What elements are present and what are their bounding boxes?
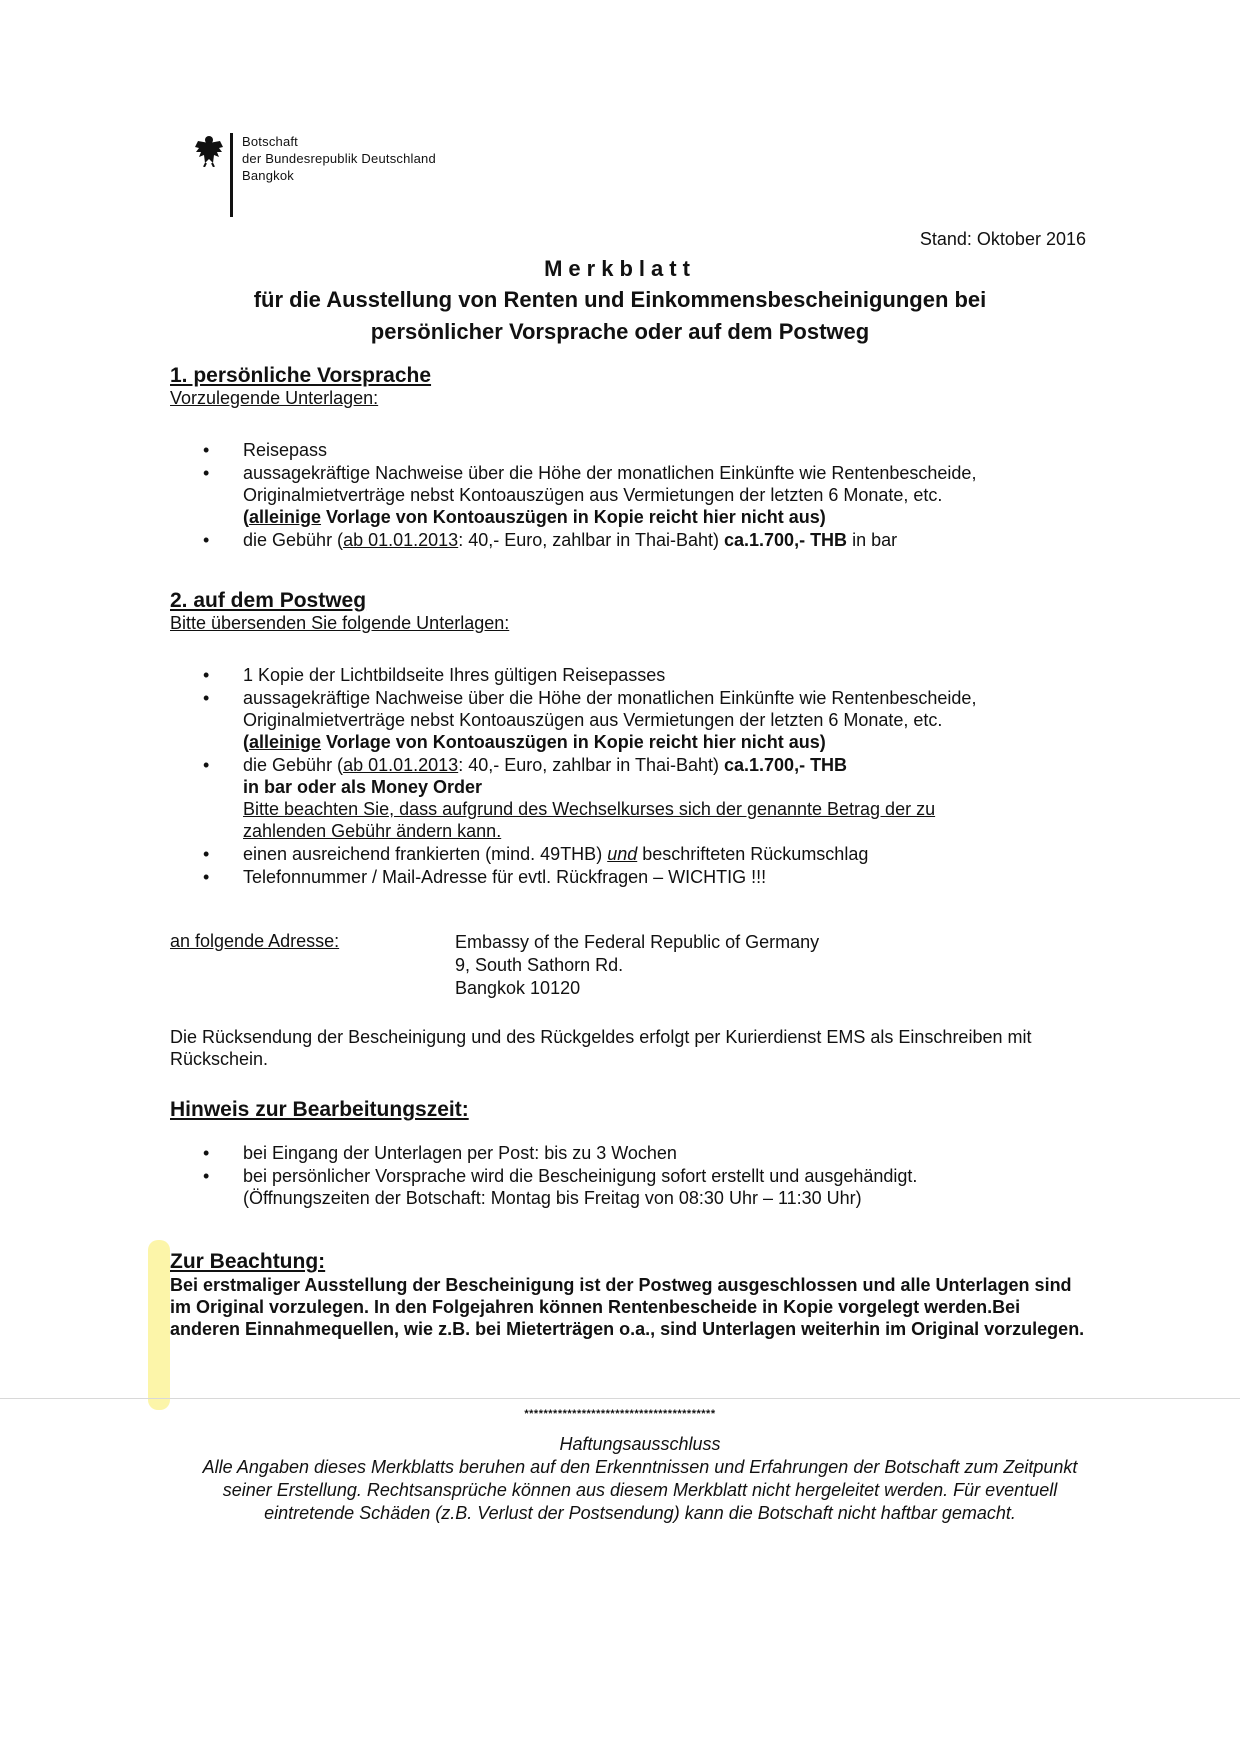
item-text: beschrifteten Rückumschlag: [637, 844, 869, 864]
section-personal: [170, 364, 1090, 552]
item-text: die Gebühr (: [243, 530, 344, 550]
list-item: [170, 1142, 1090, 1164]
section-heading: 1. persönliche Vorsprache: [170, 364, 432, 387]
address-lines: [455, 931, 819, 1000]
section-processing: [170, 1098, 1090, 1210]
letterhead-text: [242, 133, 436, 184]
item-text: Vorlage von Kontoauszügen in Kopie reicht hier nicht aus): [321, 507, 826, 527]
item-text: und: [607, 844, 638, 864]
item-text: die Gebühr (: [243, 755, 344, 775]
fee-amount: ca.1.700,- THB: [724, 530, 848, 550]
title-line: für die Ausstellung von Renten und Einkommensbescheinigungen bei: [253, 287, 987, 312]
item-text: Originalmietverträge nebst Kontoauszügen aus Vermietungen der letzten 6 Monate, etc.: [243, 710, 943, 730]
address-line: Embassy of the Federal Republic of Germany: [455, 932, 820, 952]
item-text: • aussagekräftige Nachweise über die Höhe der monatlichen Einkünfte wie Rentenbescheide,: [243, 688, 977, 708]
item-text: 1 Kopie der Lichtbildseite Ihres gültigen Reisepasses: [243, 665, 666, 685]
item-text: (: [243, 732, 249, 752]
address-block: [170, 931, 819, 1000]
date-stand: Stand: Oktober 2016: [919, 229, 1086, 249]
item-text: alleinige: [249, 507, 322, 527]
disclaimer-title: Haftungsausschluss: [559, 1434, 721, 1454]
list-item: [170, 664, 1090, 686]
letterhead-line: Bangkok: [242, 168, 294, 183]
section-subheading: Bitte übersenden Sie folgende Unterlagen:: [170, 613, 510, 633]
document-list: [170, 664, 1090, 888]
document-list: [170, 439, 1090, 551]
item-text: (Öffnungszeiten der Botschaft: Montag bis Freitag von 08:30 Uhr – 11:30 Uhr): [243, 1188, 862, 1208]
list-item: [170, 843, 1090, 865]
section-note: [170, 1250, 1090, 1340]
title-line: persönlicher Vorsprache oder auf dem Postweg: [370, 319, 870, 344]
list-item: [170, 529, 1090, 551]
note-text: Bei erstmaliger Ausstellung der Bescheinigung ist der Postweg ausgeschlossen und alle Unterlagen sind im Original vorzulegen. In den Folgejahren können Rentenbescheide in Kopie vorgelegt werden.Bei anderen Einnahmequellen, wie z.B. bei Mieterträgen o.a., sind Unterlagen weiterhin im Original vorzulegen.: [170, 1275, 1085, 1339]
return-info: Die Rücksendung der Bescheinigung und des Rückgeldes erfolgt per Kurierdienst EMS als Einschreiben mit Rückschein.: [170, 1027, 1032, 1069]
letterhead: [194, 133, 436, 217]
item-text: Reisepass: [243, 440, 328, 460]
fee-amount: ca.1.700,- THB: [724, 755, 848, 775]
list-item: [170, 462, 1090, 528]
section-subheading: Vorzulegende Unterlagen:: [170, 388, 379, 408]
item-text: alleinige: [249, 732, 322, 752]
address-line: 9, South Sathorn Rd.: [455, 955, 624, 975]
item-text: Originalmietverträge nebst Kontoauszügen aus Vermietungen der letzten 6 Monate, etc.: [243, 485, 943, 505]
title-main: Merkblatt: [544, 256, 696, 281]
item-text: Telefonnummer / Mail-Adresse für evtl. Rückfragen – WICHTIG !!!: [243, 867, 767, 887]
item-text: ab 01.01.2013: [343, 755, 459, 775]
divider: [0, 1398, 1240, 1399]
item-text: Vorlage von Kontoauszügen in Kopie reicht hier nicht aus): [321, 732, 826, 752]
disclaimer-text: Alle Angaben dieses Merkblatts beruhen auf den Erkenntnissen und Erfahrungen der Botschaft zum Zeitpunkt seiner Erstellung. Rechtsansprüche können aus diesem Merkblatt nicht hergeleitet werden. Für eventuell eintretende Schäden (z.B. Verlust der Postsendung) kann die Botschaft nicht haftbar gemacht.: [202, 1457, 1078, 1523]
section-heading: Zur Beachtung:: [170, 1250, 326, 1273]
payment-method: in bar oder als Money Order: [243, 777, 483, 797]
item-text: : 40,- Euro, zahlbar in Thai-Baht): [458, 755, 724, 775]
highlighter-mark: [148, 1240, 170, 1410]
item-note: [243, 506, 1090, 528]
section-postal: [170, 589, 1090, 889]
section-heading: 2. auf dem Postweg: [170, 589, 367, 612]
processing-list: [170, 1142, 1090, 1209]
letterhead-bar: [230, 133, 233, 217]
disclaimer: [190, 1433, 1090, 1525]
document-title: [0, 256, 1240, 346]
item-text: in bar: [847, 530, 898, 550]
address-line: Bangkok 10120: [455, 978, 581, 998]
list-item: [170, 866, 1090, 888]
separator-stars: ****************************************: [524, 1408, 716, 1420]
item-text: : 40,- Euro, zahlbar in Thai-Baht): [458, 530, 724, 550]
letterhead-line: der Bundesrepublik Deutschland: [242, 151, 436, 166]
letterhead-line: Botschaft: [242, 134, 298, 149]
item-text: ab 01.01.2013: [343, 530, 459, 550]
list-item: [170, 754, 1090, 842]
section-heading: Hinweis zur Bearbeitungszeit:: [170, 1098, 469, 1121]
list-item: [170, 1165, 1090, 1209]
address-label: an folgende Adresse:: [170, 931, 340, 951]
list-item: [170, 687, 1090, 753]
item-text: • bei persönlicher Vorsprache wird die Bescheinigung sofort erstellt und ausgehändigt.: [243, 1166, 918, 1186]
item-text: bei Eingang der Unterlagen per Post: bis zu 3 Wochen: [243, 1143, 677, 1163]
item-text: einen ausreichend frankierten (mind. 49THB): [243, 844, 608, 864]
item-note: [243, 731, 1090, 753]
item-text: • aussagekräftige Nachweise über die Höhe der monatlichen Einkünfte wie Rentenbescheide,: [243, 463, 977, 483]
federal-eagle-icon: [194, 133, 224, 167]
list-item: [170, 439, 1090, 461]
item-text: (: [243, 507, 249, 527]
exchange-note: Bitte beachten Sie, dass aufgrund des Wechselkurses sich der genannte Betrag der zu zahlenden Gebühr ändern kann.: [243, 799, 936, 841]
